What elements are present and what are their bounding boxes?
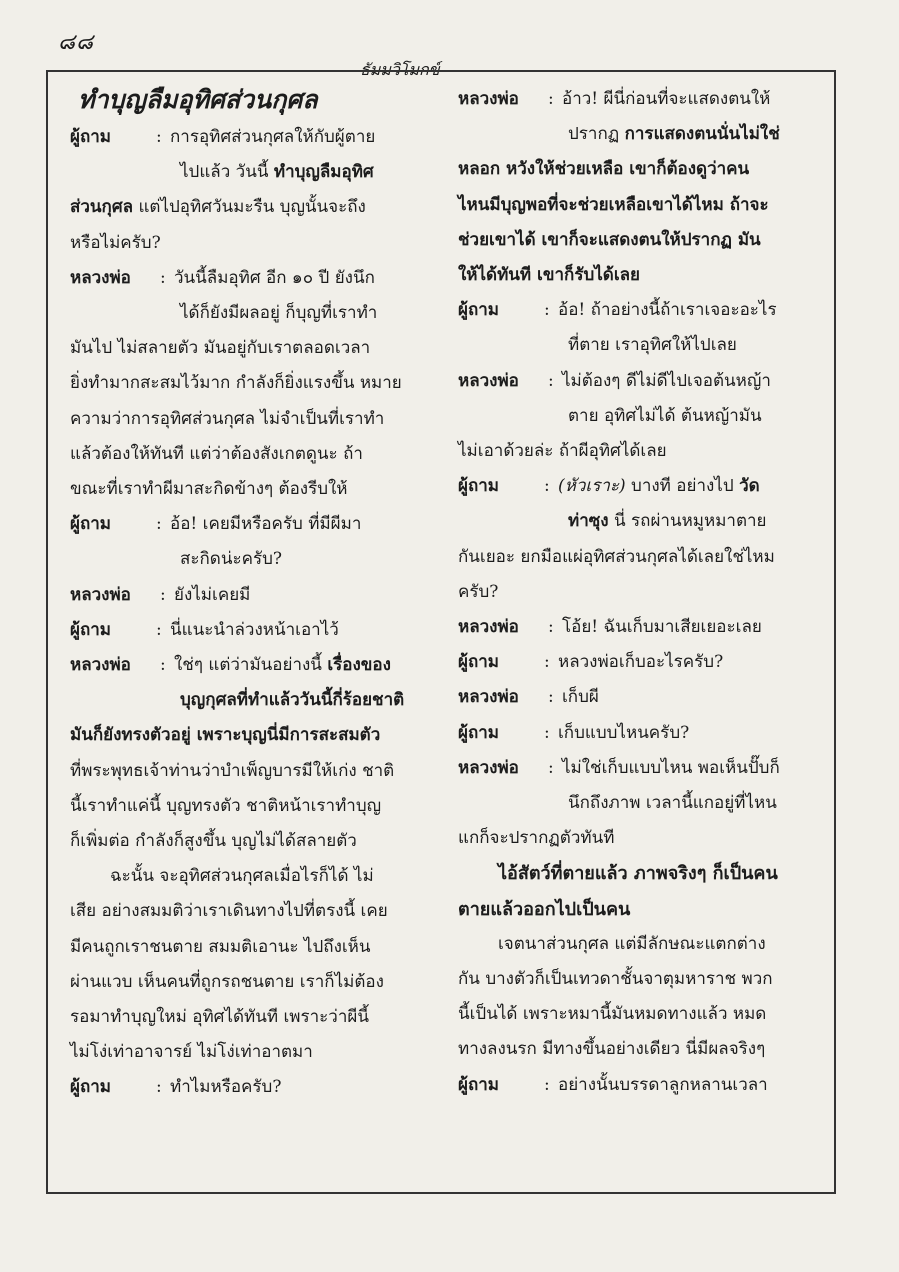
question-paragraph: ผู้ถาม : นี่แนะนำล่วงหน้าเอาไว้ (70, 619, 339, 640)
question-paragraph: ผู้ถาม : อย่างนั้นบรรดาลูกหลานเวลา (458, 1074, 768, 1095)
question-paragraph: ผู้ถาม : การอุทิศส่วนกุศลให้กับผู้ตาย (70, 120, 422, 155)
running-header: ธัมมวิโมกข์ (360, 60, 440, 79)
bold-statement: ไอ้สัตว์ที่ตายแล้ว ภาพจริงๆ ก็เป็นคน (498, 863, 778, 885)
question-paragraph: ผู้ถาม : (หัวเราะ) บางที อย่างไป วัด (458, 476, 760, 497)
speaker-label: ผู้ถาม (70, 127, 112, 147)
question-paragraph: ผู้ถาม : ทำไมหรือครับ? (70, 1077, 282, 1098)
body-paragraph: เจตนาส่วนกุศล แต่มีลักษณะแตกต่าง (498, 933, 766, 954)
left-column: ทำบุญลืมอุทิศส่วนกุศล ผู้ถาม : การอุทิศส่วนกุศลให้กับผู้ตาย ไปแล้ว วันนี้ ทำบุญลืมอุทิศ ส่วนกุศล แต่ไปอุทิศวันมะรืน บุญนั้นจะถึง หรือไม่ครับ? หลวงพ่อ : วันนี้ลืมอุทิศ อีก ๑๐ ปี ยังนึก ได้ก็ยังมีผลอยู่ ก็บุญที่เราทำ มันไป ไม่สลายตัว มันอยู่กับเราตลอดเวลา ยิ่งทำมากสะสมไว้มาก กำลังก็ยิ่งแรงขึ้น หมาย ความว่าการอุทิศส่วนกุศล ไม่จำเป็นที่เราทำ แล้วต้องให้ทันที แต่ว่าต้องสังเกตดูนะ ถ้า ขณะที่เราทำผีมาสะกิดข้างๆ ต้องรีบให้ ผู้ถาม : อ้อ! เคยมีหรือครับ ที่มีผีมา สะกิดน่ะครับ? หลวงพ่อ : ยังไม่เคยมี ผู้ถาม : นี่แนะนำล่วงหน้าเอาไว้ หลวงพ่อ : ใช่ๆ แต่ว่ามันอย่างนี้ เรื่องของ บุญกุศลที่ทำแล้ววันนี้กี่ร้อยชาติ มันก็ยังทรงตัวอยู่ เพราะบุญนี่มีการสะสมตัว ที่พระพุทธเจ้าท่านว่าบำเพ็ญบารมีให้เก่ง ชาติ นี้เราทำแค่นี้ บุญทรงตัว ชาติหน้าเราทำบุญ ก็เพิ่มต่อ กำลังก็สูงขึ้น บุญไม่ได้สลายตัว ฉะนั้น จะอุทิศส่วนกุศลเมื่อไรก็ได้ ไม่ เสีย อย่างสมมติว่าเราเดินทางไปที่ตรงนี้ เคย มีคนถูกเราชนตาย สมมติเอานะ ไปถึงเห็น ผ่านแวบ เห็นคนที่ถูกรถชนตาย เราก็ไม่ต้อง รอมาทำบุญใหม่ อุทิศได้ทันที เพราะว่าผีนี้ ไม่โง่เท่าอาจารย์ ไม่โง่เท่าอาตมา ผู้ถาม : ทำไมหรือครับ? (70, 82, 422, 1106)
right-column: หลวงพ่อ : อ้าว! ผีนี่ก่อนที่จะแสดงตนให้ ปรากฏ การแสดงตนนั่นไม่ใช่ หลอก หวังให้ช่วยเหลือ เขาก็ต้องดูว่าคน ไหนมีบุญพอที่จะช่วยเหลือเขาได้ไหม ถ้าจะ ช่วยเขาได้ เขาก็จะแสดงตนให้ปรากฏ มัน ให้ได้ทันที เขาก็รับได้เลย ผู้ถาม : อ้อ! ถ้าอย่างนี้ถ้าเราเจอะอะไร ที่ตาย เราอุทิศให้ไปเลย หลวงพ่อ : ไม่ต้องๆ ดีไม่ดีไปเจอต้นหญ้า ตาย อุทิศไม่ได้ ต้นหญ้ามัน ไม่เอาด้วยล่ะ ถ้าผีอุทิศได้เลย ผู้ถาม : (หัวเราะ) บางที อย่างไป วัด ท่าซุง นี่ รถผ่านหมูหมาตาย กันเยอะ ยกมือแผ่อุทิศส่วนกุศลได้เลยใช่ไหม ครับ? หลวงพ่อ : โอ้ย! ฉันเก็บมาเสียเยอะเลย ผู้ถาม : หลวงพ่อเก็บอะไรครับ? หลวงพ่อ : เก็บผี ผู้ถาม : เก็บแบบไหนครับ? หลวงพ่อ : ไม่ใช่เก็บแบบไหน พอเห็นปั๊บก็ นึกถึงภาพ เวลานี้แกอยู่ที่ไหน แกก็จะปรากฏตัวทันที ไอ้สัตว์ที่ตายแล้ว ภาพจริงๆ ก็เป็นคน ตายแล้วออกไปเป็นคน เจตนาส่วนกุศล แต่มีลักษณะแตกต่าง กัน บางตัวก็เป็นเทวดาชั้นจาตุมหาราช พวก นี้เป็นได้ เพราะหมานี้มันหมดทางแล้ว หมด ทางลงนรก มีทางขึ้นอย่างเดียว นี่มีผลจริงๆ ผู้ถาม : อย่างนั้นบรรดาลูกหลานเวลา (458, 82, 810, 1103)
question-paragraph: ผู้ถาม : เก็บแบบไหนครับ? (458, 722, 690, 743)
page-number: ๘๘ (58, 30, 94, 55)
page-frame (46, 70, 836, 1194)
speaker-label: หลวงพ่อ (70, 267, 131, 288)
body-paragraph: ฉะนั้น จะอุทิศส่วนกุศลเมื่อไรก็ได้ ไม่ (110, 866, 374, 887)
answer-paragraph: หลวงพ่อ : ยังไม่เคยมี (70, 584, 251, 605)
question-paragraph: ผู้ถาม : อ้อ! เคยมีหรือครับ ที่มีผีมา (70, 514, 362, 535)
answer-paragraph: หลวงพ่อ : เก็บผี (458, 687, 599, 708)
answer-paragraph: หลวงพ่อ : อ้าว! ผีนี่ก่อนที่จะแสดงตนให้ (458, 89, 771, 109)
answer-paragraph: หลวงพ่อ : ไม่ใช่เก็บแบบไหน พอเห็นปั๊บก็ (458, 757, 780, 778)
section-title: ทำบุญลืมอุทิศส่วนกุศล (78, 85, 318, 114)
answer-paragraph: หลวงพ่อ : ใช่ๆ แต่ว่ามันอย่างนี้ เรื่องของ (70, 655, 391, 676)
answer-paragraph: หลวงพ่อ : วันนี้ลืมอุทิศ อีก ๑๐ ปี ยังนึก (70, 261, 422, 296)
answer-paragraph: หลวงพ่อ : โอ้ย! ฉันเก็บมาเสียเยอะเลย (458, 617, 762, 638)
question-paragraph: ผู้ถาม : อ้อ! ถ้าอย่างนี้ถ้าเราเจอะอะไร (458, 300, 777, 321)
answer-paragraph: หลวงพ่อ : ไม่ต้องๆ ดีไม่ดีไปเจอต้นหญ้า (458, 370, 771, 391)
question-paragraph: ผู้ถาม : หลวงพ่อเก็บอะไรครับ? (458, 652, 724, 673)
